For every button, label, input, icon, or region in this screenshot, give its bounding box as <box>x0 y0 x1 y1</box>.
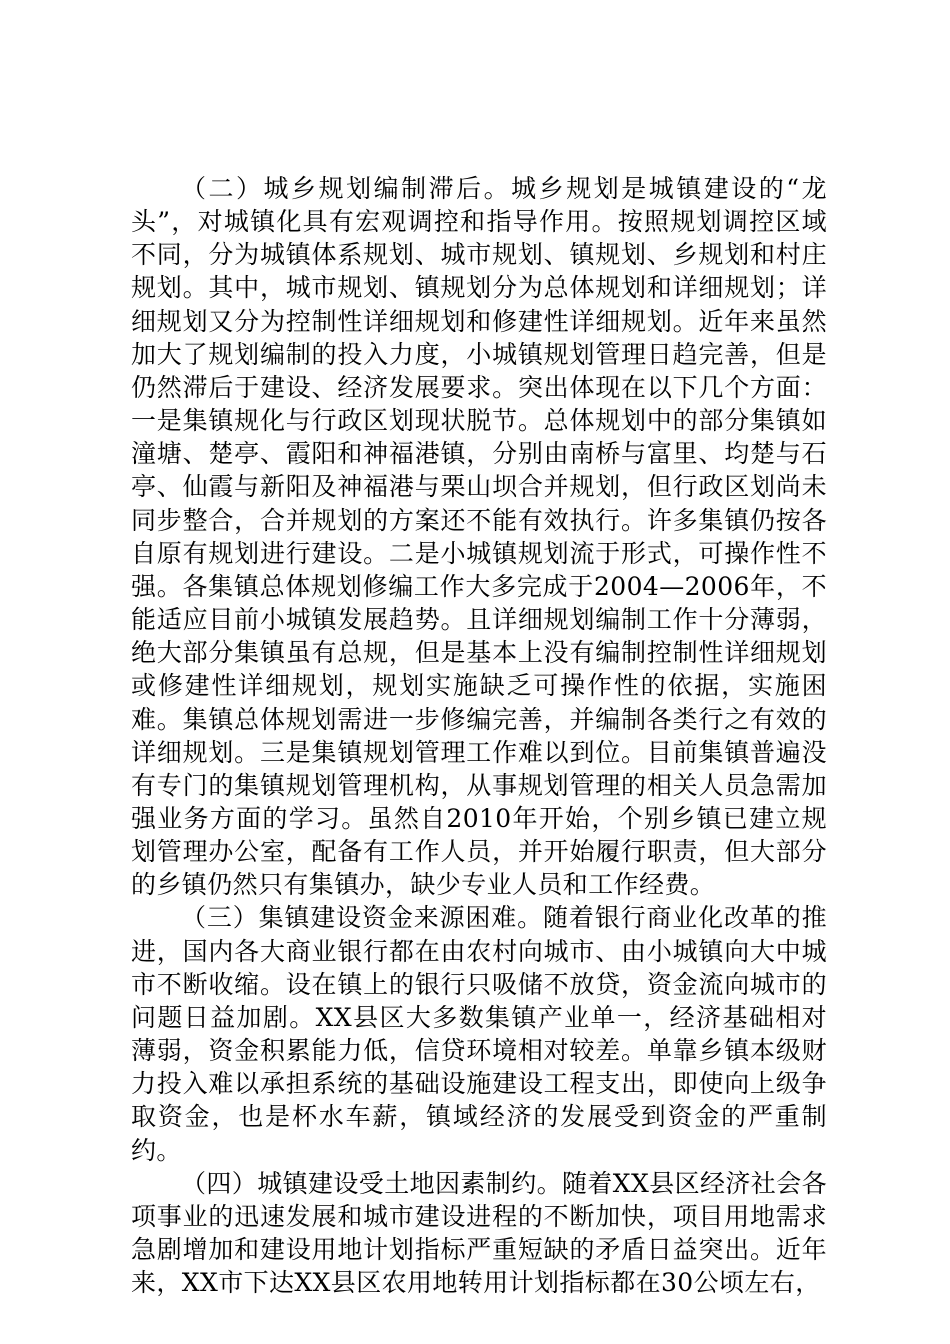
paragraph-funding-difficulty: （三）集镇建设资金来源困难。随着银行商业化改革的推进，国内各大商业银行都在由农村向城市、由小城镇向大中城市不断收缩。设在镇上的银行只吸储不放贷，资金流向城市的问题日益加剧。XX县区大多数集镇产业单一，经济基础相对薄弱，资金积累能力低，信贷环境相对较差。单靠乡镇本级财力投入难以承担系统的基础设施建设工程支出，即使向上级争取资金，也是杯水车薪，镇域经济的发展受到资金的严重制约。 <box>131 903 827 1165</box>
paragraph-planning-lag: （二）城乡规划编制滞后。城乡规划是城镇建设的“龙头”，对城镇化具有宏观调控和指导作用。按照规划调控区域不同，分为城镇体系规划、城市规划、镇规划、乡规划和村庄规划。其中，城市规划、镇规划分为总体规划和详细规划；详细规划又分为控制性详细规划和修建性详细规划。近年来虽然加大了规划编制的投入力度，小城镇规划管理日趋完善，但是仍然滞后于建设、经济发展要求。突出体现在以下几个方面：一是集镇规化与行政区划现状脱节。总体规划中的部分集镇如潼塘、楚亭、霞阳和神福港镇，分别由南桥与富里、均楚与石亭、仙霞与新阳及神福港与栗山坝合并规划，但行政区划尚未同步整合，合并规划的方案还不能有效执行。许多集镇仍按各自原有规划进行建设。二是小城镇规划流于形式，可操作性不强。各集镇总体规划修编工作大多完成于2004—2006年，不能适应目前小城镇发展趋势。且详细规划编制工作十分薄弱，绝大部分集镇虽有总规，但是基本上没有编制控制性详细规划或修建性详细规划，规划实施缺乏可操作性的依据，实施困难。集镇总体规划需进一步修编完善，并编制各类行之有效的详细规划。三是集镇规划管理工作难以到位。目前集镇普遍没有专门的集镇规划管理机构，从事规划管理的相关人员急需加强业务方面的学习。虽然自2010年开始，个别乡镇已建立规划管理办公室，配备有工作人员，并开始履行职责，但大部分的乡镇仍然只有集镇办，缺少专业人员和工作经费。 <box>131 174 827 900</box>
document-page <box>131 172 827 1299</box>
paragraph-land-constraint: （四）城镇建设受土地因素制约。随着XX县区经济社会各项事业的迅速发展和城市建设进程的不断加快，项目用地需求急剧增加和建设用地计划指标严重短缺的矛盾日益突出。近年来，XX市下达XX县区农用地转用计划指标都在30公顷左右， <box>131 1168 827 1298</box>
